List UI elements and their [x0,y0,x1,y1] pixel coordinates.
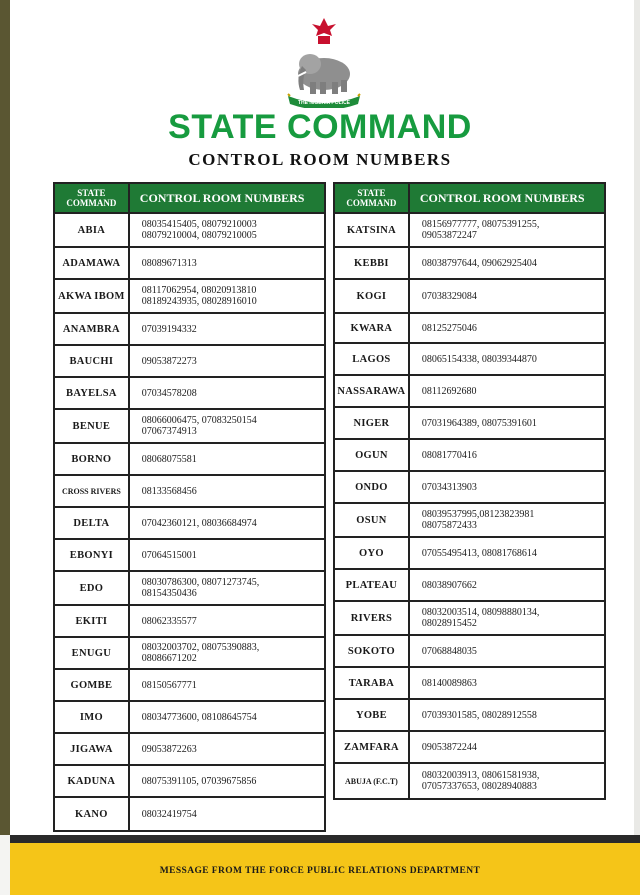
phone-numbers-cell: 08038907662 [409,569,605,601]
phone-numbers-cell: 07064515001 [129,539,325,571]
table-row [54,733,325,765]
table-row [334,439,605,471]
state-name-cell: ADAMAWA [54,247,129,279]
state-name-cell: JIGAWA [54,733,129,765]
table-row [54,637,325,669]
phone-numbers-cell: 09053872244 [409,731,605,763]
table-row [334,635,605,667]
state-name-cell: YOBE [334,699,409,731]
table-row [334,213,605,247]
state-name-cell: KANO [54,797,129,831]
state-name-cell: OGUN [334,439,409,471]
state-name-cell: PLATEAU [334,569,409,601]
phone-numbers-cell: 08032003702, 08075390883, 08086671202 [129,637,325,669]
phone-numbers-cell: 07038329084 [409,279,605,313]
crest-ribbon-text: THE NIGERIA POLICE [297,100,351,106]
state-name-cell: ABIA [54,213,129,247]
phone-numbers-cell: 08117062954, 08020913810 08189243935, 08028916010 [129,279,325,313]
table-row [334,375,605,407]
state-name-cell: KOGI [334,279,409,313]
police-crest-logo [284,16,364,108]
table-row [54,539,325,571]
phone-numbers-cell: 08035415405, 08079210003 08079210004, 08079210005 [129,213,325,247]
state-name-cell: ONDO [334,471,409,503]
state-name-cell: CROSS RIVERS [54,475,129,507]
state-name-cell: OSUN [334,503,409,537]
state-name-cell: BAYELSA [54,377,129,409]
phone-numbers-cell: 08150567771 [129,669,325,701]
table-row [334,313,605,343]
phone-numbers-cell: 07039194332 [129,313,325,345]
phone-numbers-cell: 08065154338, 08039344870 [409,343,605,375]
state-name-cell: NIGER [334,407,409,439]
table-row [54,313,325,345]
state-name-cell: ABUJA (F.C.T) [334,763,409,799]
phone-numbers-cell: 07042360121, 08036684974 [129,507,325,539]
table-row [54,475,325,507]
table-row [334,247,605,279]
phone-numbers-cell: 07034313903 [409,471,605,503]
state-name-cell: BAUCHI [54,345,129,377]
phone-numbers-cell: 07031964389, 08075391601 [409,407,605,439]
state-name-cell: TARABA [334,667,409,699]
table-row [54,213,325,247]
state-name-cell: KWARA [334,313,409,343]
state-name-cell: SOKOTO [334,635,409,667]
table-row [54,247,325,279]
table-row [54,605,325,637]
state-name-cell: EDO [54,571,129,605]
table-row [334,471,605,503]
state-name-cell: BORNO [54,443,129,475]
state-name-cell: NASSARAWA [334,375,409,407]
table-row [334,407,605,439]
right-command-table [333,182,606,800]
numbers-column-header: CONTROL ROOM NUMBERS [129,183,325,213]
phone-numbers-cell: 08112692680 [409,375,605,407]
table-row [54,377,325,409]
table-row [54,279,325,313]
state-name-cell: LAGOS [334,343,409,375]
phone-numbers-cell: 08032419754 [129,797,325,831]
table-row [54,571,325,605]
table-row [54,701,325,733]
state-name-cell: GOMBE [54,669,129,701]
phone-numbers-cell: 09053872263 [129,733,325,765]
phone-numbers-cell: 08066006475, 07083250154 07067374913 [129,409,325,443]
state-name-cell: DELTA [54,507,129,539]
table-row [334,667,605,699]
state-name-cell: ANAMBRA [54,313,129,345]
phone-numbers-cell: 07034578208 [129,377,325,409]
phone-numbers-cell: 08075391105, 07039675856 [129,765,325,797]
table-row [334,731,605,763]
state-name-cell: RIVERS [334,601,409,635]
state-name-cell: ZAMFARA [334,731,409,763]
phone-numbers-cell: 08062335577 [129,605,325,637]
state-name-cell: ENUGU [54,637,129,669]
table-row [54,797,325,831]
table-row [334,699,605,731]
phone-numbers-cell: 08032003913, 08061581938, 07057337653, 08028940883 [409,763,605,799]
page-subtitle: CONTROL ROOM NUMBERS [188,150,452,169]
phone-numbers-cell: 09053872273 [129,345,325,377]
state-name-cell: EKITI [54,605,129,637]
state-name-cell: BENUE [54,409,129,443]
phone-numbers-cell: 08038797644, 09062925404 [409,247,605,279]
phone-numbers-cell: 07055495413, 08081768614 [409,537,605,569]
phone-numbers-cell: 08032003514, 08098880134, 08028915452 [409,601,605,635]
table-row [54,765,325,797]
state-column-header: STATE COMMAND [334,183,409,213]
state-name-cell: KATSINA [334,213,409,247]
phone-numbers-cell: 08140089863 [409,667,605,699]
phone-numbers-cell: 08156977777, 08075391255, 09053872247 [409,213,605,247]
table-row [54,669,325,701]
phone-numbers-cell: 08030786300, 08071273745, 08154350436 [129,571,325,605]
table-row [334,279,605,313]
phone-numbers-cell: 08034773600, 08108645754 [129,701,325,733]
state-column-header: STATE COMMAND [54,183,129,213]
state-name-cell: IMO [54,701,129,733]
table-row [334,569,605,601]
page-title: STATE COMMAND [168,108,472,146]
table-row [54,409,325,443]
table-row [334,537,605,569]
state-name-cell: KEBBI [334,247,409,279]
state-name-cell: EBONYI [54,539,129,571]
phone-numbers-cell: 08133568456 [129,475,325,507]
left-command-table [53,182,326,832]
state-name-cell: OYO [334,537,409,569]
footer-message: MESSAGE FROM THE FORCE PUBLIC RELATIONS DEPARTMENT [159,866,481,876]
phone-numbers-cell: 08039537995,08123823981 08075872433 [409,503,605,537]
table-row [334,503,605,537]
phone-numbers-cell: 08068075581 [129,443,325,475]
numbers-column-header: CONTROL ROOM NUMBERS [409,183,605,213]
phone-numbers-cell: 08089671313 [129,247,325,279]
table-row [54,443,325,475]
phone-numbers-cell: 07039301585, 08028912558 [409,699,605,731]
state-name-cell: AKWA IBOM [54,279,129,313]
table-row [334,601,605,635]
table-row [54,507,325,539]
table-row [334,763,605,799]
state-name-cell: KADUNA [54,765,129,797]
phone-numbers-cell: 08125275046 [409,313,605,343]
footer-divider [10,835,640,843]
phone-numbers-cell: 08081770416 [409,439,605,471]
table-row [54,345,325,377]
table-row [334,343,605,375]
phone-numbers-cell: 07068848035 [409,635,605,667]
